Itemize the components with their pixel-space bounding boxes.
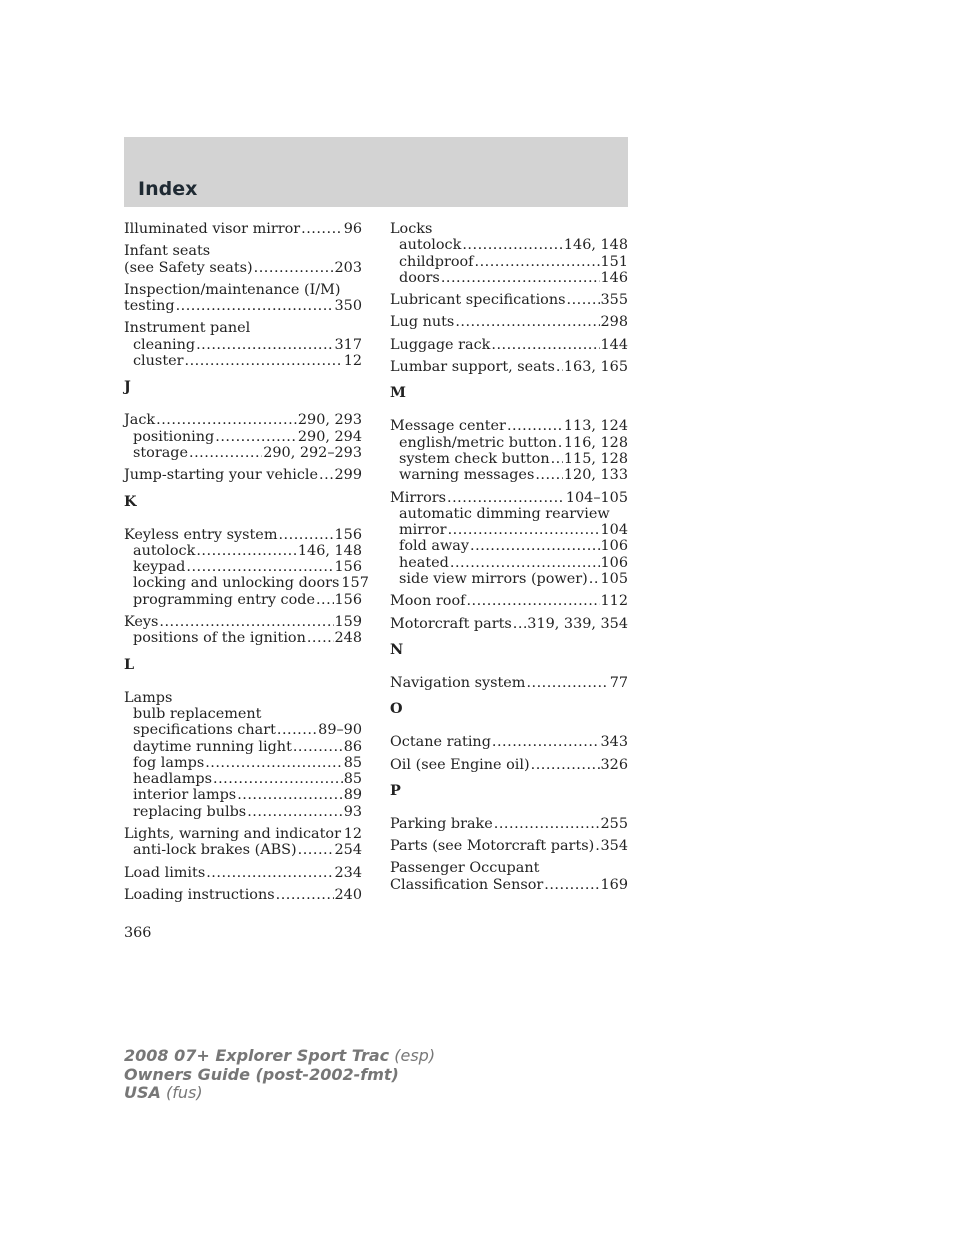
entry-term: fold away [399,538,469,555]
entry-page-ref: 240 [334,886,362,903]
index-entry-line [390,616,628,632]
dot-leader [196,543,297,559]
entry-term: Moon roof [390,593,466,610]
footer-guide: Owners Guide (post-2002-fmt) [124,1064,399,1084]
entry-page-ref: 234 [334,864,362,881]
dot-leader [475,254,600,270]
index-entry [124,221,362,237]
index-entry-line [390,292,628,308]
index-entry-line [390,418,628,434]
index-entry [390,816,628,832]
entry-term: mirror [399,522,447,539]
entry-term: Jack [124,412,156,429]
entry-page-ref: 156 [334,526,362,543]
entry-page-ref: 106 [600,538,628,555]
index-entry [390,860,628,893]
index-subentry-line [124,755,362,771]
index-subentry-line [390,506,628,522]
dot-leader [186,559,333,575]
index-entry [124,412,362,461]
index-entry-line [390,314,628,330]
dot-leader [156,412,297,428]
entry-page-ref: 86 [343,738,362,755]
entry-term: Motorcraft parts [390,615,512,632]
entry-page-ref: 146 [600,269,628,286]
index-entry [124,320,362,369]
index-entry-line [124,614,362,630]
entry-term: system check button [399,450,550,467]
index-entry-line [390,675,628,691]
index-subentry-line [390,467,628,483]
dot-leader [319,467,333,483]
entry-term: warning messages [399,467,535,484]
entry-term: Infant seats [124,243,211,260]
dot-leader [470,538,600,554]
dot-leader [205,755,342,771]
entry-term: testing [124,298,175,315]
entry-term: Mirrors [390,489,447,506]
index-subentry-line [124,630,362,646]
entry-page-ref: 343 [600,734,628,751]
index-letter-heading: L [124,655,135,673]
dot-leader [544,877,599,893]
entry-page-ref: 317 [334,336,362,353]
index-entry [390,490,628,588]
entry-page-ref: 12 [343,353,362,370]
dot-leader [213,771,343,787]
index-letter-heading: O [390,700,403,718]
entry-page-ref: 290, 293 [297,412,362,429]
entry-term: cleaning [133,336,196,353]
index-letter-heading: P [390,781,401,799]
dot-leader [278,527,333,543]
index-entry-line [124,260,362,276]
entry-page-ref: 104–105 [565,489,628,506]
entry-page-ref: 299 [334,467,362,484]
footer-region-code: (fus) [166,1083,203,1102]
index-entry-line [390,221,628,237]
index-subentry-line [124,706,362,722]
entry-page-ref: 290, 294 [297,428,362,445]
entry-term: Load limits [124,864,206,881]
index-entry [124,690,362,820]
entry-page-ref: 290, 292–293 [263,444,362,461]
index-subentry-line [390,555,628,571]
dot-leader [507,418,563,434]
entry-page-ref: 254 [334,842,362,859]
entry-term: Luggage rack [390,336,491,353]
index-entry [390,221,628,286]
entry-term: heated [399,554,449,571]
index-header-band [124,137,628,207]
dot-leader [247,804,343,820]
page-title: Index [138,178,198,200]
entry-term: Message center [390,418,506,435]
index-subentry-line [124,722,362,738]
index-subentry-line [390,435,628,451]
entry-term: storage [133,444,189,461]
dot-leader [526,675,608,691]
index-subentry-line [390,522,628,538]
entry-page-ref: 163, 165 [563,359,628,376]
index-subentry-line [390,237,628,253]
entry-term: Oil (see Engine oil) [390,756,530,773]
dot-leader [447,490,565,506]
entry-page-ref: 77 [609,674,628,691]
entry-term: doors [399,269,440,286]
entry-page-ref: 146, 148 [563,237,628,254]
entry-term: Keys [124,614,159,631]
dot-leader [441,270,600,286]
entry-page-ref: 144 [600,336,628,353]
dot-leader [277,722,317,738]
entry-term: replacing bulbs [133,803,247,820]
entry-term: programming entry code [133,591,315,608]
index-entry-line [124,243,362,259]
index-entry [124,826,362,859]
dot-leader [176,298,334,314]
entry-page-ref: 298 [600,314,628,331]
index-letter-heading: J [124,378,131,396]
dot-leader [215,429,297,445]
index-entry-line [124,690,362,706]
dot-leader [206,865,333,881]
entry-term: Lubricant specifications [390,292,566,309]
index-subentry-line [390,538,628,554]
entry-term: Parts (see Motorcraft parts) [390,838,595,855]
dot-leader [455,314,599,330]
index-column-right [390,221,628,899]
entry-page-ref: 159 [334,614,362,631]
document-footer [124,1047,435,1103]
index-entry [390,292,628,308]
index-entry [390,337,628,353]
entry-term: Passenger Occupant [390,860,540,877]
dot-leader [551,451,563,467]
entry-term: Lamps [124,689,173,706]
index-subentry-line [124,429,362,445]
entry-page-ref: 12 [343,826,362,843]
index-column-left [124,221,369,909]
entry-page-ref: 350 [334,298,362,315]
index-entry [124,865,362,881]
dot-leader [298,842,334,858]
index-entry [124,526,369,608]
index-entry [390,418,628,483]
entry-page-ref: 354 [600,838,628,855]
dot-leader [276,887,334,903]
entry-term: Illuminated visor mirror [124,221,301,237]
index-entry-line [390,734,628,750]
dot-leader [589,571,600,587]
entry-page-ref: 89–90 [318,722,362,739]
dot-leader [494,816,600,832]
dot-leader [558,435,563,451]
entry-page-ref: 113, 124 [563,418,628,435]
index-entry [390,616,628,632]
entry-term: Parking brake [390,815,493,832]
page-number: 366 [124,925,152,941]
dot-leader [254,260,334,276]
entry-page-ref: 115, 128 [563,450,628,467]
index-entry-line [390,359,628,375]
dot-leader [196,337,333,353]
entry-term: Jump-starting your vehicle [124,467,319,484]
index-entry [124,243,362,276]
dot-leader [448,522,600,538]
dot-leader [556,359,563,375]
entry-page-ref: 169 [600,876,628,893]
entry-term: automatic dimming rearview [399,505,610,522]
entry-term: headlamps [133,771,213,788]
index-entry-line [390,877,628,893]
index-subentry-line [390,254,628,270]
dot-leader [462,237,563,253]
index-entry-line [390,816,628,832]
entry-term: interior lamps [133,787,237,804]
index-subentry-line [124,559,362,575]
index-subentry-line [124,337,362,353]
dot-leader [307,630,334,646]
index-entry-line [124,887,362,903]
entry-term: autolock [133,542,196,559]
entry-page-ref: 203 [334,259,362,276]
dot-leader [567,292,600,308]
index-entry-line [124,826,362,842]
entry-term: Navigation system [390,674,526,691]
index-entry-line [124,298,362,314]
entry-page-ref: 319, 339, 354 [527,615,628,632]
entry-page-ref: 156 [334,591,362,608]
index-subentry-line [124,804,362,820]
dot-leader [492,734,600,750]
index-entry-line [124,467,362,483]
entry-page-ref: 151 [600,253,628,270]
entry-page-ref: 156 [334,559,362,576]
entry-term: autolock [399,237,462,254]
entry-page-ref: 96 [343,221,362,237]
index-entry [124,467,362,483]
entry-term: Lug nuts [390,314,455,331]
dot-leader [189,445,262,461]
index-entry-line [390,337,628,353]
index-entry-line [124,527,362,543]
footer-line-2 [124,1066,435,1085]
index-entry [124,887,362,903]
entry-page-ref: 112 [600,593,628,610]
entry-page-ref: 116, 128 [563,434,628,451]
entry-term: fog lamps [133,754,205,771]
entry-term: keypad [133,559,186,576]
entry-term: (see Safety seats) [124,259,253,276]
index-subentry-line [124,771,362,787]
entry-term: Locks [390,221,433,237]
index-entry-line [124,320,362,336]
index-subentry-line [390,451,628,467]
index-subentry-line [124,842,362,858]
index-entry-line [124,412,362,428]
index-subentry-line [124,575,369,592]
entry-term: Loading instructions [124,886,275,903]
index-entry [390,593,628,609]
index-entry-line [124,221,362,237]
entry-term: positions of the ignition [133,630,306,647]
index-entry [124,282,362,315]
index-letter-heading: N [390,640,404,658]
index-entry [390,734,628,750]
dot-leader [301,221,343,237]
index-entry [390,838,628,854]
footer-model: 2008 07+ Explorer Sport Trac [124,1046,390,1065]
index-entry [390,675,628,691]
dot-leader [535,467,563,483]
index-subentry-line [124,592,362,608]
entry-term: Octane rating [390,734,491,751]
index-entry [390,359,628,375]
footer-model-code: (esp) [394,1046,436,1065]
entry-term: Keyless entry system [124,526,278,543]
footer-line-1 [124,1047,435,1066]
dot-leader [513,616,527,632]
entry-page-ref: 93 [343,803,362,820]
entry-page-ref: 85 [343,771,362,788]
index-subentry-line [124,787,362,803]
dot-leader [316,592,334,608]
entry-term: Lights, warning and indicator [124,826,341,843]
entry-term: Instrument panel [124,320,251,337]
dot-leader [466,593,599,609]
index-entry [390,314,628,330]
index-entry-line [390,593,628,609]
index-entry-line [390,838,628,854]
index-subentry-line [390,571,628,587]
dot-leader [342,826,343,842]
entry-page-ref: 120, 133 [563,467,628,484]
entry-term: cluster [133,353,184,370]
entry-term: positioning [133,428,215,445]
entry-term: anti-lock brakes (ABS) [133,842,297,859]
entry-page-ref: 326 [600,756,628,773]
index-entry-line [124,865,362,881]
index-entry-line [390,860,628,876]
entry-page-ref: 105 [600,571,628,588]
index-subentry-line [390,270,628,286]
index-entry-line [124,282,362,298]
entry-term: specifications chart [133,722,276,739]
entry-term: childproof [399,253,474,270]
entry-page-ref: 255 [600,815,628,832]
entry-page-ref: 248 [334,630,362,647]
index-letter-heading: M [390,384,406,402]
index-entry-line [390,757,628,773]
dot-leader [237,787,342,803]
entry-page-ref: 85 [343,754,362,771]
dot-leader [450,555,600,571]
entry-term: bulb replacement [133,705,262,722]
index-subentry-line [124,445,362,461]
entry-term: english/metric button [399,434,557,451]
dot-leader [595,838,599,854]
entry-page-ref: 89 [343,787,362,804]
index-letter-heading: K [124,492,137,510]
index-entry [124,614,362,647]
entry-page-ref: 106 [600,554,628,571]
dot-leader [159,614,333,630]
dot-leader [531,757,600,773]
entry-term: daytime running light [133,738,292,755]
entry-page-ref: 355 [600,292,628,309]
entry-term: Lumbar support, seats [390,359,555,376]
footer-region: USA [124,1083,161,1102]
index-entry [390,757,628,773]
entry-term: locking and unlocking doors [133,575,340,592]
index-entry-line [390,490,628,506]
entry-page-ref: 146, 148 [297,542,362,559]
index-subentry-line [124,543,362,559]
entry-term: Classification Sensor [390,876,544,893]
dot-leader [185,353,343,369]
entry-term: Inspection/maintenance (I/M) [124,281,341,298]
index-subentry-line [124,353,362,369]
footer-line-3 [124,1084,435,1103]
entry-term: side view mirrors (power) [399,571,588,588]
index-subentry-line [124,739,362,755]
dot-leader [293,739,343,755]
entry-page-ref: 104 [600,522,628,539]
entry-page-ref: 157 [341,575,369,592]
dot-leader [491,337,599,353]
